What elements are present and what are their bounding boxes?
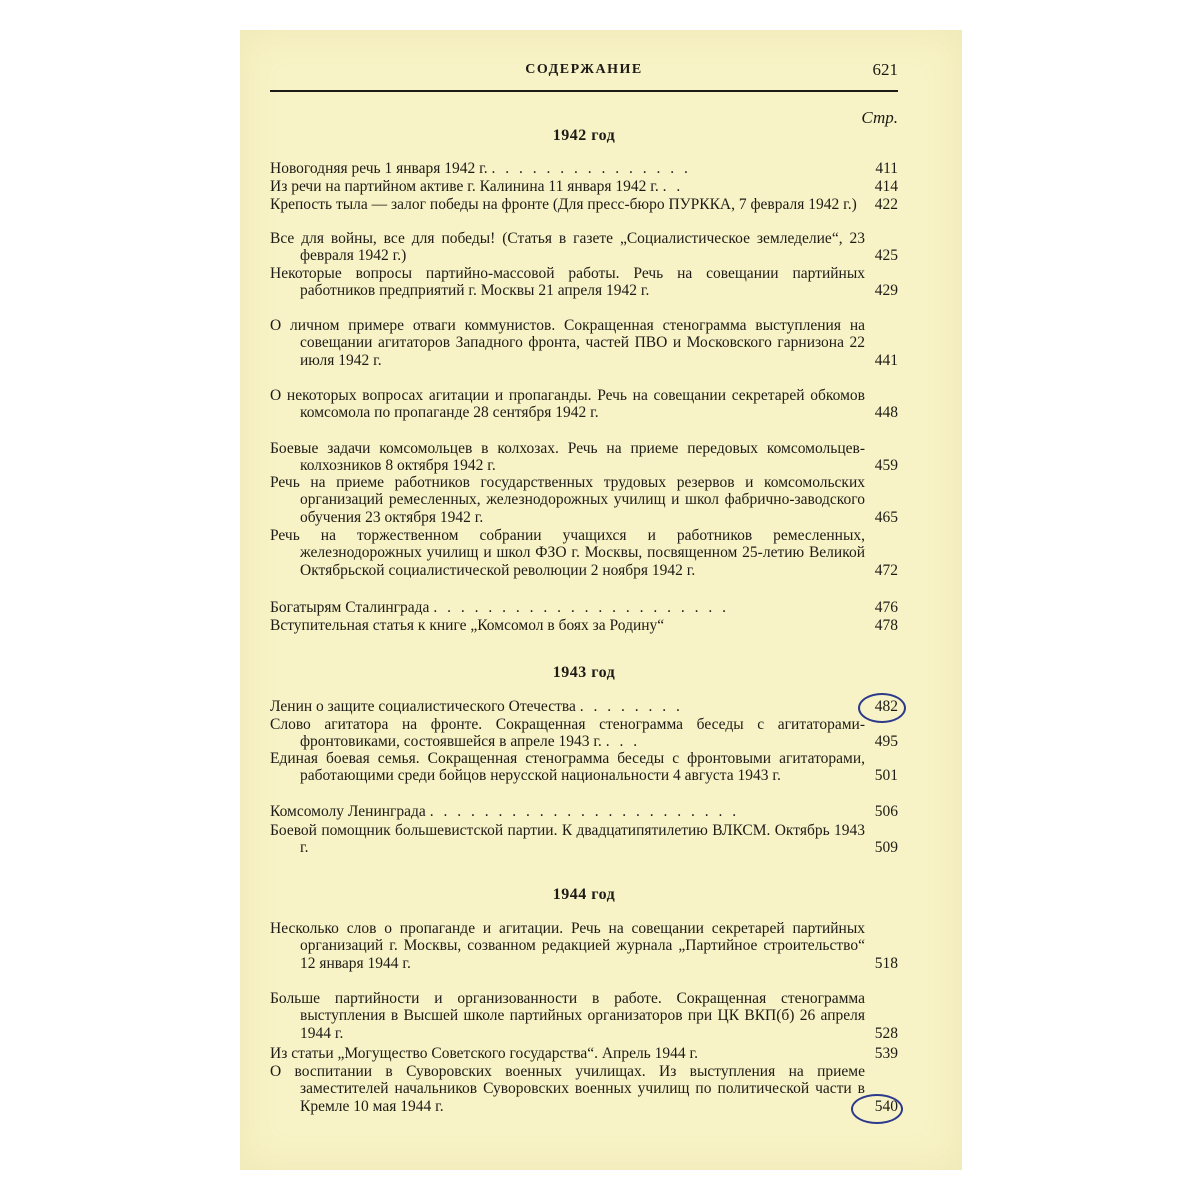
toc-entry [270,387,898,422]
toc-entry [270,230,898,265]
entry-title: Новогодняя речь 1 января 1942 г. [270,160,488,177]
entry-title: Несколько слов о пропаганде и агитации. Речь на совещании секретарей партийных организаций г. Москвы, созванном редакцией журнала „Партийное строительство“ 12 января 1944 г. [270,920,865,972]
entry-page: 482 [874,698,898,715]
entry-page: 539 [874,1045,898,1062]
toc-entry [270,822,898,857]
entry-page: 509 [874,839,898,857]
toc-entry [270,527,898,579]
toc-entry: Новогодняя речь 1 января 1942 г. . . . . . . . . . . . . . . . 411 [270,160,898,177]
toc-entry [270,617,898,634]
toc-entry [270,196,898,213]
toc-entry: Слово агитатора на фронте. Сокращенная стенограмма беседы с агитаторами-фронтовиками, состоявшейся в апреле 1943 г. . . . 495 [270,716,898,751]
toc-entry [270,990,898,1042]
toc-entry [270,1063,898,1115]
entry-title: Больше партийности и организованности в работе. Сокращенная стенограмма выступления в Высшей школе партийных организаторов при ЦК ВКП(б) 26 апреля 1944 г. [270,990,865,1042]
toc-entry: Из речи на партийном активе г. Калинина 11 января 1942 г. . . 414 [270,178,898,195]
entry-page: 495 [874,733,898,751]
toc-entry [270,317,898,369]
entry-title: Ленин о защите социалистического Отечества [270,698,576,715]
pen-circle-mark [851,1094,903,1124]
page-column-label: Стр. [861,108,898,127]
entry-title: Боевые задачи комсомольцев в колхозах. Речь на приеме передовых комсомольцев-колхозников 8 октября 1942 г. [270,440,865,475]
entry-title: Речь на приеме работников государственных трудовых резервов и комсомольских организаций ремесленных, железнодорожных училищ и школ фабрично-заводского обучения 23 октября 1942 г. [270,474,865,526]
entry-page: 501 [874,767,898,785]
entry-page: 459 [874,457,898,475]
entry-page: 422 [874,196,898,213]
section-year-1942: 1942 год [552,127,616,144]
toc-entry [270,474,898,526]
entry-title: Речь на торжественном собрании учащихся и работников ремесленных, железнодорожных училищ и школ ФЗО г. Москвы, посвященном 25-летию Великой Октябрьской социалистической революции 2 ноября 1942 г. [270,527,865,579]
entry-title: Некоторые вопросы партийно-массовой работы. Речь на совещании партийных работников предприятий г. Москвы 21 апреля 1942 г. [270,265,865,300]
section-year-1943: 1943 год [552,664,616,681]
entry-page: 518 [874,954,898,972]
entry-title: Все для войны, все для победы! (Статья в газете „Социалистическое земледелие“, 23 февраля 1942 г.) [270,230,865,265]
entry-title: О личном примере отваги коммунистов. Сокращенная стенограмма выступления на совещании агитаторов Западного фронта, частей ПВО и Московского гарнизона 22 июля 1942 г. [270,317,865,369]
entry-title: О воспитании в Суворовских военных училищах. Из выступления на приеме заместителей начальников Суворовских военных училищ по политической части в Кремле 10 мая 1944 г. [270,1063,865,1115]
entry-page: 540 [874,1097,898,1115]
entry-page: 478 [874,617,898,634]
entry-page: 476 [874,599,898,616]
entry-page: 506 [874,803,898,820]
entry-page: 528 [874,1024,898,1042]
entry-title: Слово агитатора на фронте. Сокращенная стенограмма беседы с агитаторами-фронтовиками, состоявшейся в апреле 1943 г. [270,716,865,751]
entry-title: Из статьи „Могущество Советского государства“. Апрель 1944 г. [270,1045,698,1062]
pen-circle-mark [858,693,906,723]
header-rule [270,90,898,92]
header-page-number: 621 [872,60,898,79]
entry-page: 441 [874,351,898,369]
header-title: СОДЕРЖАНИЕ [525,62,643,77]
entry-title: Единая боевая семья. Сокращенная стенограмма беседы с фронтовыми агитаторами, работающими среди бойцов нерусской национальности 4 августа 1943 г. [270,750,865,785]
entry-title: Вступительная статья к книге „Комсомол в боях за Родину“ [270,617,665,634]
entry-title: Из речи на партийном активе г. Калинина 11 января 1942 г. [270,178,659,195]
toc-entry [270,440,898,475]
entry-title: О некоторых вопросах агитации и пропаганды. Речь на совещании секретарей обкомов комсомола по пропаганде 28 сентября 1942 г. [270,387,865,422]
toc-entry [270,920,898,972]
entry-title: Боевой помощник большевистской партии. К двадцатипятилетию ВЛКСМ. Октябрь 1943 г. [270,822,865,857]
entry-title: Крепость тыла — залог победы на фронте (Для пресс-бюро ПУРККА, 7 февраля 1942 г.) [270,196,857,213]
entry-page: 411 [875,160,898,177]
toc-entry: Комсомолу Ленинграда . . . . . . . . . . . . . . . . . . . . . . . 506 [270,803,898,820]
section-year-1944: 1944 год [552,886,616,903]
entry-page: 429 [874,282,898,300]
entry-title: Богатырям Сталинграда [270,599,430,616]
entry-page: 425 [874,247,898,265]
running-head [270,62,898,88]
entry-page: 465 [874,508,898,526]
toc-entry: Ленин о защите социалистического Отечества . . . . . . . . 482 [270,698,898,715]
entry-page: 414 [874,178,898,195]
toc-entry [270,1045,898,1062]
toc-entry: Богатырям Сталинграда . . . . . . . . . . . . . . . . . . . . . . 476 [270,599,898,616]
entry-page: 448 [874,404,898,422]
toc-entry [270,265,898,300]
entry-page: 472 [874,561,898,579]
toc-entry [270,750,898,785]
entry-title: Комсомолу Ленинграда [270,803,426,820]
